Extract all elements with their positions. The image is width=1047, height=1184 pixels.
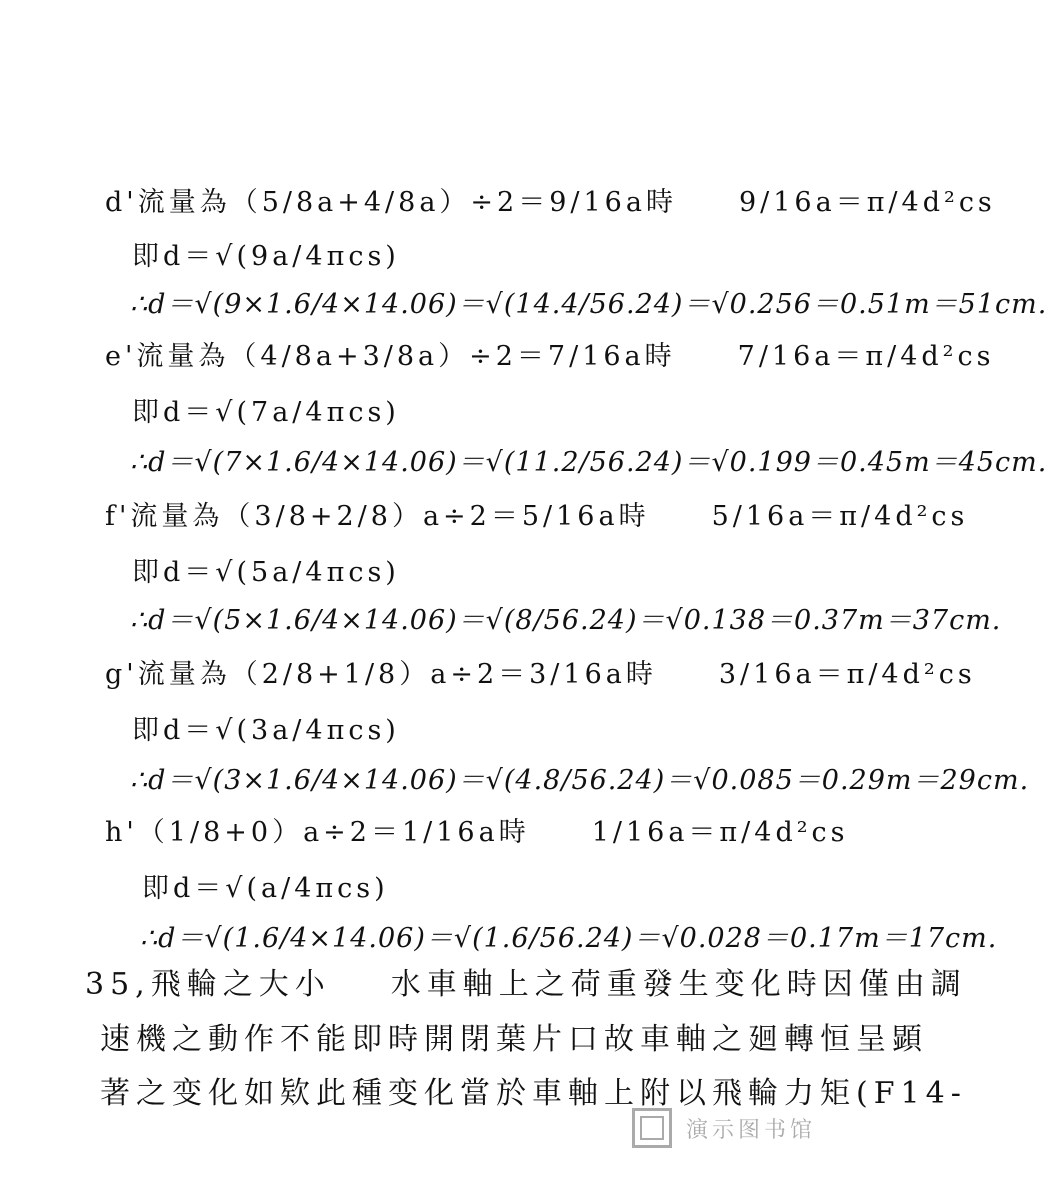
paragraph-line: 速機之動作不能即時開閉葉片口故車軸之廻轉恒呈顕 [100,1022,928,1057]
paragraph-text: 水車軸上之荷重發生变化時因僅由調 [390,967,967,1002]
formula-line: ∴d＝√(7×1.6/4×14.06)＝√(11.2/56.24)＝√0.199＝0.45m＝45cm. [130,447,1047,478]
formula-line: h'（1/8+0）a÷2＝1/16a時 1/16a＝π/4d²cs [105,817,849,848]
formula-line: g'流量為（2/8+1/8）a÷2＝3/16a時 3/16a＝π/4d²cs [105,659,976,690]
formula-line: 即d＝√(a/4πcs) [142,873,389,904]
section-number: 35, [85,967,151,1002]
watermark [632,1108,816,1148]
formula-line: 即d＝√(7a/4πcs) [132,397,400,428]
formula-line: f'流量為（3/8+2/8）a÷2＝5/16a時 5/16a＝π/4d²cs [105,501,969,532]
formula-line: e'流量為（4/8a+3/8a）÷2＝7/16a時 7/16a＝π/4d²cs [105,341,995,372]
seal-icon [632,1108,672,1148]
formula-line: ∴d＝√(1.6/4×14.06)＝√(1.6/56.24)＝√0.028＝0.17m＝17cm. [140,923,998,954]
formula-line: 即d＝√(5a/4πcs) [132,557,400,588]
paragraph-line: 著之变化如欵此種变化當於車軸上附以飛輪力矩(F14- [100,1076,967,1111]
watermark-text: 演示图书馆 [686,1117,817,1143]
formula-line: ∴d＝√(5×1.6/4×14.06)＝√(8/56.24)＝√0.138＝0.37m＝37cm. [130,605,1002,636]
section-heading: 飛輪之大小 [150,967,331,1002]
formula-line: 即d＝√(3a/4πcs) [132,715,400,746]
section-heading-line [85,965,967,1005]
formula-line: ∴d＝√(9×1.6/4×14.06)＝√(14.4/56.24)＝√0.256＝0.51m＝51cm. [130,289,1047,320]
formula-line: ∴d＝√(3×1.6/4×14.06)＝√(4.8/56.24)＝√0.085＝0.29m＝29cm. [130,765,1030,796]
formula-line: 即d＝√(9a/4πcs) [132,241,400,272]
formula-line: d'流量為（5/8a+4/8a）÷2＝9/16a時 9/16a＝π/4d²cs [105,187,996,218]
